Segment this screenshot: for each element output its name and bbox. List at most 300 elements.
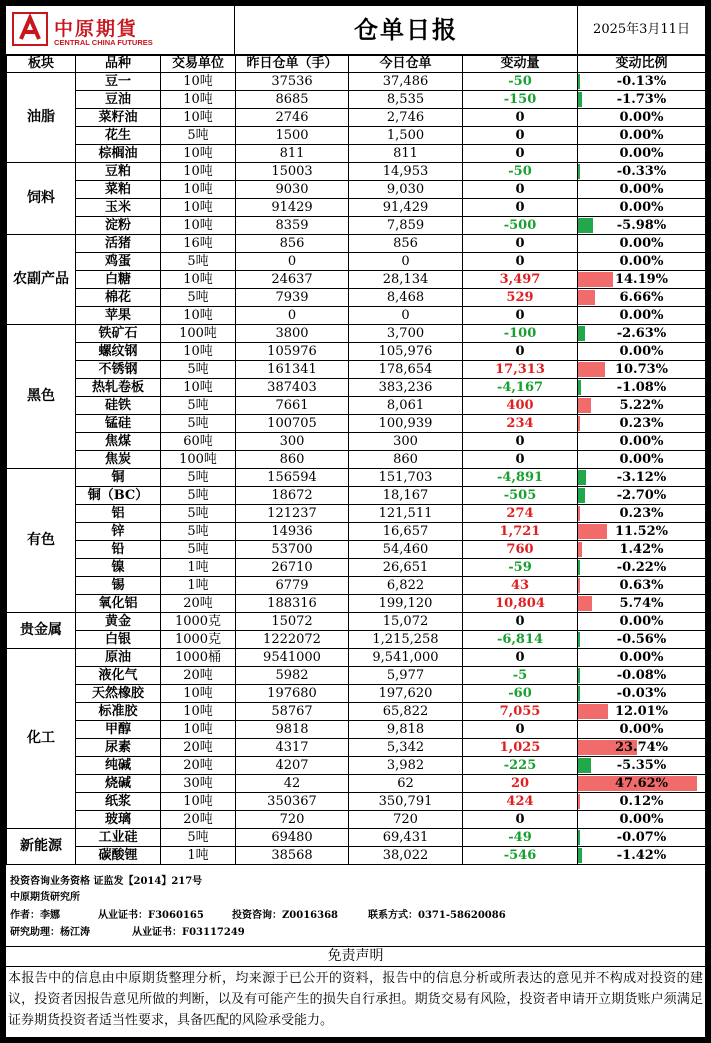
today-receipt-cell: 300	[349, 433, 463, 451]
product-cell: 标准胶	[76, 703, 161, 721]
prev-receipt-cell: 105976	[236, 343, 349, 361]
prev-receipt-cell: 91429	[236, 199, 349, 217]
today-receipt-cell: 720	[349, 811, 463, 829]
ratio-text: -5.35%	[616, 758, 667, 773]
product-cell: 菜粕	[76, 181, 161, 199]
today-receipt-cell: 105,976	[349, 343, 463, 361]
change-cell: 10,804	[463, 595, 578, 613]
change-ratio-cell	[578, 289, 706, 307]
today-receipt-cell: 2,746	[349, 109, 463, 127]
today-receipt-cell: 121,511	[349, 505, 463, 523]
table-row	[7, 73, 706, 91]
change-ratio-cell	[578, 757, 706, 775]
product-cell: 铁矿石	[76, 325, 161, 343]
change-ratio-cell	[578, 109, 706, 127]
product-cell: 玉米	[76, 199, 161, 217]
unit-cell: 10吨	[161, 721, 236, 739]
change-ratio-cell	[578, 829, 706, 847]
unit-cell: 5吨	[161, 469, 236, 487]
prev-receipt-cell: 15003	[236, 163, 349, 181]
today-receipt-cell: 350,791	[349, 793, 463, 811]
table-row	[7, 415, 706, 433]
change-ratio-cell	[578, 595, 706, 613]
table-row	[7, 433, 706, 451]
table-row	[7, 307, 706, 325]
ratio-bar-negative	[578, 830, 580, 845]
unit-cell: 100吨	[161, 325, 236, 343]
change-cell: -546	[463, 847, 578, 865]
prev-receipt-cell: 5982	[236, 667, 349, 685]
change-ratio-cell	[578, 559, 706, 577]
ratio-text: 0.00%	[619, 650, 664, 665]
unit-cell: 5吨	[161, 361, 236, 379]
assistant-cert: 从业证书：F03117249	[132, 927, 245, 938]
ratio-text: 0.23%	[619, 506, 664, 521]
unit-cell: 10吨	[161, 91, 236, 109]
today-receipt-cell: 26,651	[349, 559, 463, 577]
today-receipt-cell: 28,134	[349, 271, 463, 289]
product-cell: 硅铁	[76, 397, 161, 415]
ratio-bar-negative	[578, 848, 582, 863]
change-ratio-cell	[578, 343, 706, 361]
prev-receipt-cell: 26710	[236, 559, 349, 577]
product-cell: 镍	[76, 559, 161, 577]
ratio-text: 5.74%	[619, 596, 664, 611]
ratio-text: 0.00%	[619, 812, 664, 827]
ratio-bar-positive	[578, 272, 613, 287]
today-receipt-cell: 860	[349, 451, 463, 469]
table-row	[7, 91, 706, 109]
change-cell: -6,814	[463, 631, 578, 649]
table-row	[7, 343, 706, 361]
product-cell: 尿素	[76, 739, 161, 757]
prev-receipt-cell: 197680	[236, 685, 349, 703]
prev-receipt-cell: 7939	[236, 289, 349, 307]
table-row	[7, 631, 706, 649]
unit-cell: 10吨	[161, 181, 236, 199]
product-cell: 豆一	[76, 73, 161, 91]
change-cell: -4,167	[463, 379, 578, 397]
change-ratio-cell	[578, 703, 706, 721]
ratio-text: 0.00%	[619, 614, 664, 629]
product-cell: 热轧卷板	[76, 379, 161, 397]
ratio-text: -1.73%	[616, 92, 667, 107]
prev-receipt-cell: 9541000	[236, 649, 349, 667]
change-cell: 0	[463, 145, 578, 163]
ratio-text: 0.00%	[619, 254, 664, 269]
unit-cell: 1吨	[161, 847, 236, 865]
ratio-text: 6.66%	[619, 290, 664, 305]
prev-receipt-cell: 387403	[236, 379, 349, 397]
ratio-text: 0.00%	[619, 236, 664, 251]
qualification-line: 投资咨询业务资格 证监发【2014】217号	[10, 876, 203, 887]
product-cell: 白糖	[76, 271, 161, 289]
table-row	[7, 523, 706, 541]
change-cell: -5	[463, 667, 578, 685]
table-row	[7, 109, 706, 127]
table-row	[7, 847, 706, 865]
product-cell: 纸浆	[76, 793, 161, 811]
prev-receipt-cell: 69480	[236, 829, 349, 847]
change-cell: 0	[463, 451, 578, 469]
product-cell: 淀粉	[76, 217, 161, 235]
table-row	[7, 721, 706, 739]
table-row	[7, 613, 706, 631]
ratio-text: 11.52%	[614, 524, 669, 539]
product-cell: 液化气	[76, 667, 161, 685]
ratio-text: 0.00%	[619, 722, 664, 737]
ratio-bar-positive	[578, 362, 605, 377]
today-receipt-cell: 8,535	[349, 91, 463, 109]
assistant: 研究助理：杨江涛	[10, 927, 90, 938]
author: 作者：李娜	[10, 910, 60, 921]
unit-cell: 20吨	[161, 739, 236, 757]
change-ratio-cell	[578, 505, 706, 523]
prev-receipt-cell: 14936	[236, 523, 349, 541]
unit-cell: 10吨	[161, 73, 236, 91]
change-cell: 20	[463, 775, 578, 793]
ratio-bar-positive	[578, 704, 608, 719]
sector-cell: 化工	[7, 649, 76, 829]
change-ratio-cell	[578, 181, 706, 199]
logo-mark-icon	[12, 12, 48, 46]
change-ratio-cell	[578, 253, 706, 271]
ratio-text: 23.74%	[614, 740, 669, 755]
change-cell: -225	[463, 757, 578, 775]
ratio-text: 0.63%	[619, 578, 664, 593]
ratio-bar-positive	[578, 542, 582, 557]
col-header: 昨日仓单（手）	[236, 55, 349, 73]
ratio-text: 0.00%	[619, 200, 664, 215]
prev-receipt-cell: 24637	[236, 271, 349, 289]
change-ratio-cell	[578, 649, 706, 667]
logo-en-text: CENTRAL CHINA FUTURES	[54, 38, 153, 47]
table-row	[7, 829, 706, 847]
ratio-text: 0.00%	[619, 452, 664, 467]
product-cell: 铜	[76, 469, 161, 487]
change-cell: -59	[463, 559, 578, 577]
table-row	[7, 217, 706, 235]
today-receipt-cell: 69,431	[349, 829, 463, 847]
change-ratio-cell	[578, 577, 706, 595]
prev-receipt-cell: 161341	[236, 361, 349, 379]
change-cell: 0	[463, 109, 578, 127]
product-cell: 不锈钢	[76, 361, 161, 379]
change-ratio-cell	[578, 433, 706, 451]
ratio-text: 0.00%	[619, 110, 664, 125]
author-cert: 从业证书：F3060165	[98, 910, 204, 921]
ratio-bar-negative	[578, 488, 585, 503]
change-ratio-cell	[578, 145, 706, 163]
ratio-text: 0.00%	[619, 308, 664, 323]
ratio-text: -0.56%	[616, 632, 667, 647]
product-cell: 棉花	[76, 289, 161, 307]
change-cell: 234	[463, 415, 578, 433]
unit-cell: 10吨	[161, 343, 236, 361]
product-cell: 工业硅	[76, 829, 161, 847]
table-row	[7, 559, 706, 577]
product-cell: 鸡蛋	[76, 253, 161, 271]
col-header: 板块	[7, 55, 76, 73]
ratio-bar-negative	[578, 164, 580, 179]
prev-receipt-cell: 121237	[236, 505, 349, 523]
sector-cell: 饲料	[7, 163, 76, 235]
prev-receipt-cell: 53700	[236, 541, 349, 559]
table-row	[7, 271, 706, 289]
change-cell: 0	[463, 127, 578, 145]
col-header: 变动比例	[578, 55, 706, 73]
unit-cell: 5吨	[161, 397, 236, 415]
today-receipt-cell: 1,215,258	[349, 631, 463, 649]
today-receipt-cell: 3,700	[349, 325, 463, 343]
change-cell: 0	[463, 343, 578, 361]
table-row	[7, 145, 706, 163]
today-receipt-cell: 9,030	[349, 181, 463, 199]
change-cell: 0	[463, 433, 578, 451]
change-cell: 17,313	[463, 361, 578, 379]
unit-cell: 5吨	[161, 487, 236, 505]
ratio-bar-positive	[578, 794, 580, 809]
prev-receipt-cell: 1222072	[236, 631, 349, 649]
product-cell: 锰硅	[76, 415, 161, 433]
today-receipt-cell: 65,822	[349, 703, 463, 721]
sector-cell: 农副产品	[7, 235, 76, 325]
table-row	[7, 775, 706, 793]
change-ratio-cell	[578, 793, 706, 811]
ratio-bar-negative	[578, 326, 585, 341]
consult-cert: 投资咨询：Z0016368	[232, 910, 339, 921]
table-row	[7, 739, 706, 757]
today-receipt-cell: 15,072	[349, 613, 463, 631]
prev-receipt-cell: 9818	[236, 721, 349, 739]
ratio-bar-positive	[578, 416, 580, 431]
prev-receipt-cell: 100705	[236, 415, 349, 433]
product-cell: 黄金	[76, 613, 161, 631]
product-cell: 豆油	[76, 91, 161, 109]
prev-receipt-cell: 37536	[236, 73, 349, 91]
today-receipt-cell: 37,486	[349, 73, 463, 91]
today-receipt-cell: 38,022	[349, 847, 463, 865]
today-receipt-cell: 1,500	[349, 127, 463, 145]
ratio-bar-negative	[578, 92, 582, 107]
product-cell: 锡	[76, 577, 161, 595]
prev-receipt-cell: 156594	[236, 469, 349, 487]
report-date: 2025年3月11日	[593, 22, 690, 37]
company-logo	[6, 6, 235, 54]
prev-receipt-cell: 811	[236, 145, 349, 163]
unit-cell: 10吨	[161, 307, 236, 325]
sector-cell: 油脂	[7, 73, 76, 163]
today-receipt-cell: 199,120	[349, 595, 463, 613]
change-cell: 43	[463, 577, 578, 595]
today-receipt-cell: 383,236	[349, 379, 463, 397]
change-cell: -60	[463, 685, 578, 703]
ratio-text: 12.01%	[614, 704, 669, 719]
product-cell: 原油	[76, 649, 161, 667]
ratio-text: -0.13%	[616, 74, 667, 89]
ratio-text: 0.00%	[619, 344, 664, 359]
change-ratio-cell	[578, 325, 706, 343]
change-cell: 0	[463, 649, 578, 667]
prev-receipt-cell: 2746	[236, 109, 349, 127]
disclaimer-title: 免责声明	[6, 946, 705, 967]
unit-cell: 10吨	[161, 109, 236, 127]
ratio-bar-positive	[578, 506, 580, 521]
change-ratio-cell	[578, 73, 706, 91]
unit-cell: 1吨	[161, 559, 236, 577]
product-cell: 碳酸锂	[76, 847, 161, 865]
table-row	[7, 163, 706, 181]
ratio-text: 0.23%	[619, 416, 664, 431]
today-receipt-cell: 3,982	[349, 757, 463, 775]
product-cell: 菜籽油	[76, 109, 161, 127]
ratio-text: -0.08%	[616, 668, 667, 683]
prev-receipt-cell: 856	[236, 235, 349, 253]
change-cell: -50	[463, 163, 578, 181]
ratio-bar-negative	[578, 668, 580, 683]
ratio-bar-negative	[578, 758, 591, 773]
table-row	[7, 469, 706, 487]
ratio-text: 0.00%	[619, 182, 664, 197]
ratio-text: 14.19%	[614, 272, 669, 287]
table-row	[7, 235, 706, 253]
prev-receipt-cell: 4317	[236, 739, 349, 757]
unit-cell: 60吨	[161, 433, 236, 451]
product-cell: 氧化铝	[76, 595, 161, 613]
change-ratio-cell	[578, 361, 706, 379]
ratio-bar-negative	[578, 218, 593, 233]
change-ratio-cell	[578, 217, 706, 235]
ratio-text: 47.62%	[614, 776, 669, 791]
change-cell: -49	[463, 829, 578, 847]
table-row	[7, 595, 706, 613]
ratio-bar-negative	[578, 632, 580, 647]
ratio-bar-negative	[578, 470, 586, 485]
today-receipt-cell: 0	[349, 307, 463, 325]
change-cell: 0	[463, 613, 578, 631]
change-ratio-cell	[578, 307, 706, 325]
change-ratio-cell	[578, 739, 706, 757]
change-cell: 760	[463, 541, 578, 559]
change-ratio-cell	[578, 163, 706, 181]
ratio-text: -1.08%	[616, 380, 667, 395]
table-row	[7, 505, 706, 523]
prev-receipt-cell: 9030	[236, 181, 349, 199]
table-header-row	[7, 55, 706, 73]
ratio-text: 0.00%	[619, 146, 664, 161]
today-receipt-cell: 100,939	[349, 415, 463, 433]
product-cell: 苹果	[76, 307, 161, 325]
ratio-text: -3.12%	[616, 470, 667, 485]
prev-receipt-cell: 3800	[236, 325, 349, 343]
contact: 联系方式：0371-58620086	[368, 910, 506, 921]
prev-receipt-cell: 8685	[236, 91, 349, 109]
unit-cell: 1000克	[161, 613, 236, 631]
product-cell: 铝	[76, 505, 161, 523]
change-cell: 0	[463, 307, 578, 325]
table-row	[7, 397, 706, 415]
prev-receipt-cell: 38568	[236, 847, 349, 865]
change-ratio-cell	[578, 235, 706, 253]
today-receipt-cell: 16,657	[349, 523, 463, 541]
unit-cell: 5吨	[161, 541, 236, 559]
unit-cell: 5吨	[161, 829, 236, 847]
ratio-bar-negative	[578, 74, 580, 89]
table-row	[7, 379, 706, 397]
ratio-text: 0.00%	[619, 128, 664, 143]
prev-receipt-cell: 300	[236, 433, 349, 451]
change-cell: -4,891	[463, 469, 578, 487]
prev-receipt-cell: 0	[236, 307, 349, 325]
change-ratio-cell	[578, 847, 706, 865]
table-row	[7, 793, 706, 811]
product-cell: 烧碱	[76, 775, 161, 793]
change-cell: 0	[463, 253, 578, 271]
change-ratio-cell	[578, 451, 706, 469]
product-cell: 棕榈油	[76, 145, 161, 163]
today-receipt-cell: 811	[349, 145, 463, 163]
table-row	[7, 451, 706, 469]
unit-cell: 20吨	[161, 757, 236, 775]
today-receipt-cell: 5,977	[349, 667, 463, 685]
table-row	[7, 487, 706, 505]
ratio-bar-positive	[578, 398, 591, 413]
unit-cell: 20吨	[161, 667, 236, 685]
unit-cell: 1吨	[161, 577, 236, 595]
ratio-text: 10.73%	[614, 362, 669, 377]
ratio-text: 0.00%	[619, 434, 664, 449]
change-ratio-cell	[578, 271, 706, 289]
today-receipt-cell: 856	[349, 235, 463, 253]
today-receipt-cell: 197,620	[349, 685, 463, 703]
product-cell: 玻璃	[76, 811, 161, 829]
change-ratio-cell	[578, 523, 706, 541]
unit-cell: 10吨	[161, 199, 236, 217]
today-receipt-cell: 14,953	[349, 163, 463, 181]
product-cell: 铜（BC）	[76, 487, 161, 505]
col-header: 品种	[76, 55, 161, 73]
ratio-text: -5.98%	[616, 218, 667, 233]
today-receipt-cell: 7,859	[349, 217, 463, 235]
ratio-bar-positive	[578, 290, 595, 305]
prev-receipt-cell: 58767	[236, 703, 349, 721]
prev-receipt-cell: 6779	[236, 577, 349, 595]
ratio-text: -0.33%	[616, 164, 667, 179]
today-receipt-cell: 9,818	[349, 721, 463, 739]
prev-receipt-cell: 42	[236, 775, 349, 793]
product-cell: 锌	[76, 523, 161, 541]
prev-receipt-cell: 0	[236, 253, 349, 271]
today-receipt-cell: 5,342	[349, 739, 463, 757]
change-cell: -100	[463, 325, 578, 343]
institute-name: 中原期货研究所	[10, 892, 80, 903]
change-ratio-cell	[578, 469, 706, 487]
change-ratio-cell	[578, 775, 706, 793]
report-footer	[6, 872, 705, 947]
table-row	[7, 757, 706, 775]
product-cell: 铅	[76, 541, 161, 559]
unit-cell: 16吨	[161, 235, 236, 253]
product-cell: 甲醇	[76, 721, 161, 739]
ratio-bar-positive	[578, 578, 580, 593]
disclaimer-text: 本报告中的信息由中原期货整理分析，均来源于已公开的资料，报告中的信息分析或所表达的意见并不构成对投资的建议，投资者因报告意见所做的判断，以及有可能产生的损失自行承担。期货交易有风险，投资者申请开立期货账户须满足证券期货投资者适当性要求，具备匹配的风险承受能力。	[8, 971, 703, 1028]
unit-cell: 5吨	[161, 505, 236, 523]
unit-cell: 5吨	[161, 289, 236, 307]
change-cell: 529	[463, 289, 578, 307]
ratio-text: -1.42%	[616, 848, 667, 863]
unit-cell: 10吨	[161, 379, 236, 397]
unit-cell: 1000克	[161, 631, 236, 649]
